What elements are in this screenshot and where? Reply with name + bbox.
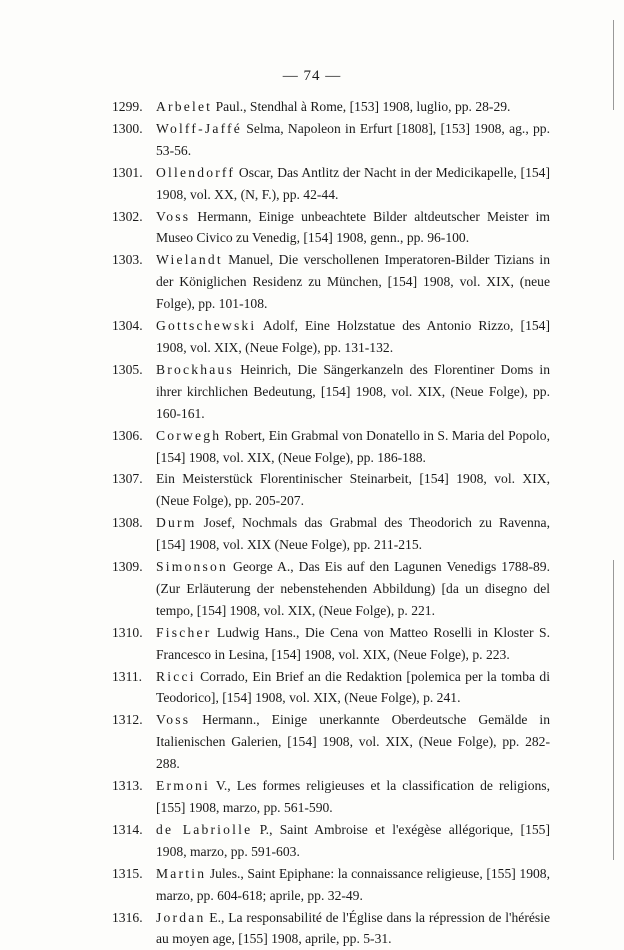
list-item xyxy=(112,468,550,512)
entry-citation: E., La responsabilité de l'Église dans la répression de l'hérésie au moyen age, [155] 1908, aprile, pp. 5-31. xyxy=(156,909,550,947)
entry-number: 1300. xyxy=(112,120,143,136)
entry-author: Gottschewski xyxy=(156,318,257,334)
list-item xyxy=(112,907,550,950)
entry-text xyxy=(156,96,550,118)
list-item xyxy=(112,819,550,863)
list-item xyxy=(112,118,550,162)
entry-author: de Labriolle xyxy=(156,821,253,837)
list-item xyxy=(112,249,550,315)
entry-text xyxy=(156,622,550,666)
entry-citation: Ludwig Hans., Die Cena von Matteo Roselli in Kloster S. Francesco in Lesina, [154] 1908, vol. XIX, (Neue Folge), p. 223. xyxy=(156,624,550,662)
entry-number: 1314. xyxy=(112,821,143,837)
entry-text xyxy=(156,359,550,425)
entry-text xyxy=(156,666,550,710)
entry-author: Wielandt xyxy=(156,252,223,268)
entry-author: Jordan xyxy=(156,909,206,925)
entry-citation: Hermann., Einige unerkannte Oberdeutsche Gemälde in Italienischen Galerien, [154] 1908, vol. XIX, (Neue Folge), pp. 282-288. xyxy=(156,712,550,772)
list-item xyxy=(112,512,550,556)
entry-text xyxy=(156,907,550,950)
entry-author: Simonson xyxy=(156,559,228,575)
list-item xyxy=(112,206,550,250)
entry-number: 1312. xyxy=(112,712,143,728)
entry-text xyxy=(156,468,550,512)
entry-number: 1316. xyxy=(112,909,143,925)
entry-author: Arbelet xyxy=(156,99,213,114)
entry-author: Voss xyxy=(156,208,191,224)
entry-citation: Paul., Stendhal à Rome, [153] 1908, luglio, pp. 28-29. xyxy=(212,99,511,114)
entry-author: Ermoni xyxy=(156,778,210,794)
entry-author: Fischer xyxy=(156,624,212,640)
entry-citation: Robert, Ein Grabmal von Donatello in S. Maria del Popolo, [154] 1908, vol. XIX, (Neue Folge), pp. 186-188. xyxy=(156,427,550,465)
entry-number: 1302. xyxy=(112,208,143,224)
entry-text xyxy=(156,709,550,775)
list-item xyxy=(112,709,550,775)
entry-text xyxy=(156,556,550,622)
page-edge-line xyxy=(613,20,614,110)
page-number: — 74 — xyxy=(282,68,342,84)
entry-text xyxy=(156,206,550,250)
entry-citation: Adolf, Eine Holzstatue des Antonio Rizzo, [154] 1908, vol. XIX, (Neue Folge), pp. 131-132. xyxy=(156,318,550,355)
entry-citation: Jules., Saint Epiphane: la connaissance religieuse, [155] 1908, marzo, pp. 604-618; aprile, pp. 32-49. xyxy=(156,865,550,903)
entry-number: 1304. xyxy=(112,318,143,334)
entry-author: Corwegh xyxy=(156,427,222,443)
entry-number: 1299. xyxy=(112,99,143,114)
entry-citation: Corrado, Ein Brief an die Redaktion [polemica per la tomba di Teodorico], [154] 1908, vol. XIX, (Neue Folge), p. 241. xyxy=(156,668,550,706)
entry-author: Martin xyxy=(156,865,207,881)
entry-number: 1307. xyxy=(112,471,143,487)
list-item xyxy=(112,622,550,666)
entry-citation: Oscar, Das Antlitz der Nacht in der Medicikapelle, [154] 1908, vol. XX, (N, F.), pp. 42-44. xyxy=(156,164,550,202)
entry-citation: Ein Meisterstück Florentinischer Steinarbeit, [154] 1908, vol. XIX, (Neue Folge), pp. 205-207. xyxy=(156,471,550,509)
entry-citation: Hermann, Einige unbeachtete Bilder altdeutscher Meister im Museo Civico zu Venedig, [154] 1908, genn., pp. 96-100. xyxy=(156,208,550,246)
entry-text xyxy=(156,162,550,206)
entry-number: 1315. xyxy=(112,865,143,881)
entry-text xyxy=(156,315,550,359)
bibliography-list xyxy=(112,96,550,950)
entry-text xyxy=(156,775,550,819)
entry-author: Durm xyxy=(156,515,197,531)
list-item xyxy=(112,96,550,118)
entry-citation: Josef, Nochmals das Grabmal des Theodorich zu Ravenna, [154] 1908, vol. XIX (Neue Folge), pp. 211-215. xyxy=(156,515,550,553)
list-item xyxy=(112,775,550,819)
list-item xyxy=(112,425,550,469)
page-edge-line xyxy=(613,560,614,860)
entry-text xyxy=(156,512,550,556)
entry-citation: P., Saint Ambroise et l'exégèse allégorique, [155] 1908, marzo, pp. 591-603. xyxy=(156,821,550,859)
entry-text xyxy=(156,249,550,315)
entry-number: 1310. xyxy=(112,624,143,640)
entry-number: 1311. xyxy=(112,668,143,684)
entry-text xyxy=(156,425,550,469)
entry-number: 1308. xyxy=(112,515,143,531)
entry-text xyxy=(156,118,550,162)
entry-author: Ollendorff xyxy=(156,164,236,180)
entry-number: 1303. xyxy=(112,252,143,268)
entry-author: Wolff-Jaffé xyxy=(156,120,243,136)
entry-citation: Selma, Napoleon in Erfurt [1808], [153] 1908, ag., pp. 53-56. xyxy=(156,120,550,158)
list-item xyxy=(112,556,550,622)
entry-number: 1301. xyxy=(112,164,143,180)
entry-number: 1313. xyxy=(112,778,143,794)
entry-text xyxy=(156,819,550,863)
entry-number: 1306. xyxy=(112,427,143,443)
entry-citation: Heinrich, Die Sängerkanzeln des Florentiner Doms in ihrer kirchlichen Bedeutung, [154] 1908, vol. XIX, (Neue Folge), pp. 160-161. xyxy=(156,361,550,421)
entry-number: 1309. xyxy=(112,559,143,575)
list-item xyxy=(112,359,550,425)
entry-citation: V., Les formes religieuses et la classification de religions, [155] 1908, marzo, pp. 561-590. xyxy=(156,778,550,815)
entry-citation: George A., Das Eis auf den Lagunen Venedigs 1788-89. (Zur Erläuterung der nebenstehenden Abbildung) [da un disegno del tempo, [154] 1908, vol. XIX, (Neue Folge), p. 221. xyxy=(156,559,550,618)
list-item xyxy=(112,162,550,206)
list-item xyxy=(112,315,550,359)
list-item xyxy=(112,666,550,710)
entry-author: Voss xyxy=(156,712,191,728)
entry-author: Brockhaus xyxy=(156,361,234,377)
entry-number: 1305. xyxy=(112,361,143,377)
entry-author: Ricci xyxy=(156,668,196,684)
entry-citation: Manuel, Die verschollenen Imperatoren-Bilder Tizians in der Königlichen Residenz zu München, [154] 1908, vol. XIX, (neue Folge), pp. 101-108. xyxy=(156,252,550,312)
